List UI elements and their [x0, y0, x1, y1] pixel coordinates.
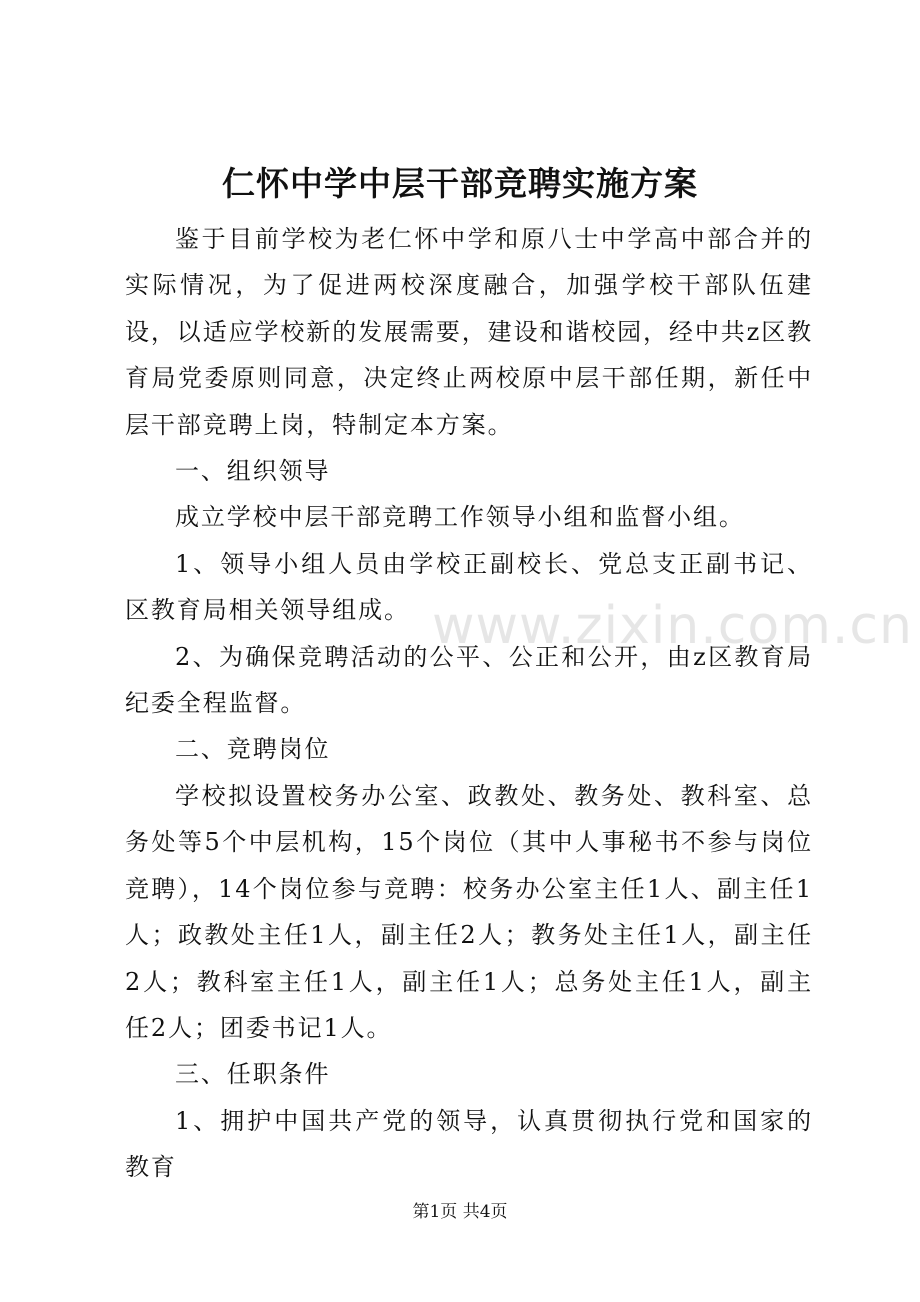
watermark: www.zixin.com.cn: [432, 596, 913, 656]
paragraph-condition-1: 1、拥护中国共产党的领导，认真贯彻执行党和国家的教育: [125, 1106, 813, 1182]
paragraph-leadership-group: 1、领导小组人员由学校正副校长、党总支正副书记、区教育局相关领导组成。: [125, 549, 813, 625]
section-heading-organization: 一、组织领导: [175, 457, 331, 486]
document-title: 仁怀中学中层干部竞聘实施方案: [222, 164, 698, 203]
paragraph-intro: 鉴于目前学校为老仁怀中学和原八士中学高中部合并的实际情况，为了促进两校深度融合，加强学校干部队伍建设，以适应学校新的发展需要，建设和谐校园，经中共z区教育局党委原则同意，决定终止两校原中层干部任期，新任中层干部竞聘上岗，特制定本方案。: [125, 225, 813, 439]
section-heading-conditions: 三、任职条件: [175, 1060, 331, 1089]
page-footer: 第1页 共4页: [412, 1202, 508, 1222]
section-heading-positions: 二、竞聘岗位: [175, 735, 331, 764]
paragraph-supervision: 2、为确保竞聘活动的公平、公正和公开，由z区教育局纪委全程监督。: [125, 642, 813, 718]
paragraph-positions: 学校拟设置校务办公室、政教处、教务处、教科室、总务处等5个中层机构，15个岗位（其中人事秘书不参与岗位竞聘），14个岗位参与竞聘：校务办公室主任1人、副主任1人；政教处主任1人，副主任2人；教务处主任1人，副主任2人；教科室主任1人，副主任1人；总务处主任1人，副主任2人；团委书记1人。: [125, 781, 813, 1042]
paragraph-groups: 成立学校中层干部竞聘工作领导小组和监督小组。: [175, 503, 745, 532]
document-body: [125, 216, 813, 1191]
